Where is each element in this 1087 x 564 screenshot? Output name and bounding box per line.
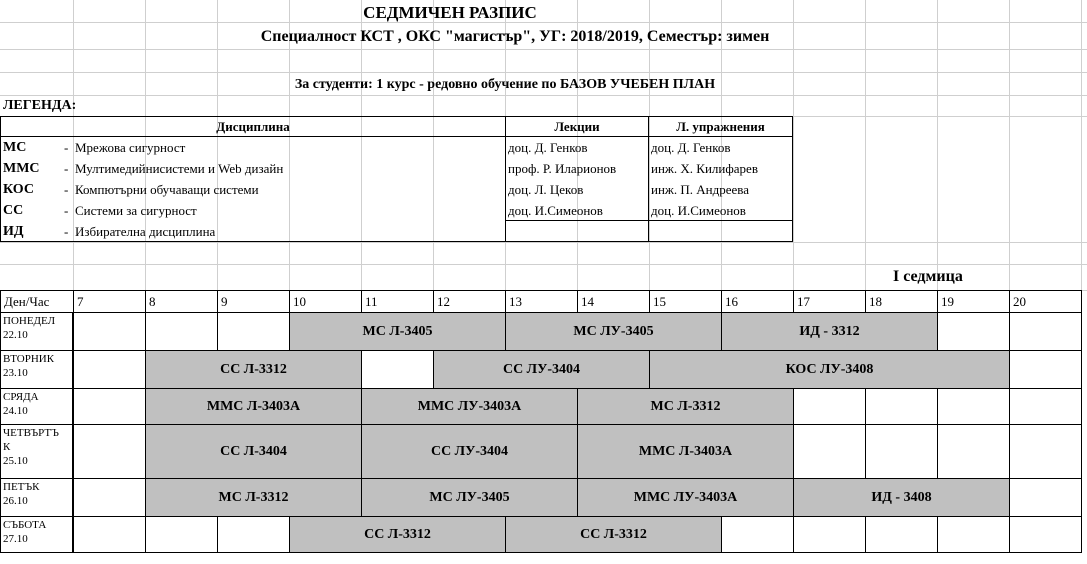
empty-slot bbox=[865, 516, 938, 553]
grid-hline bbox=[0, 72, 1087, 73]
class-block[interactable] bbox=[721, 312, 938, 351]
empty-slot bbox=[73, 424, 146, 479]
class-block[interactable] bbox=[577, 424, 794, 479]
grid-hline bbox=[0, 242, 1087, 243]
class-label: МС ЛУ-3405 bbox=[429, 489, 510, 505]
class-label: СС Л-3312 bbox=[580, 526, 647, 542]
legend-row bbox=[0, 200, 793, 221]
day-name: ПЕТЪК bbox=[3, 481, 40, 493]
hour-header: 10 bbox=[289, 290, 362, 313]
legend-lecturer: доц. Л. Цеков bbox=[508, 182, 584, 197]
legend-dash: - bbox=[64, 161, 69, 176]
empty-slot bbox=[937, 424, 1010, 479]
hour-header: 16 bbox=[721, 290, 794, 313]
class-label: СС ЛУ-3404 bbox=[430, 443, 509, 459]
empty-slot bbox=[937, 312, 1010, 351]
day-date: 23.10 bbox=[3, 367, 28, 379]
legend-assistant: инж. П. Андреева bbox=[651, 182, 750, 197]
empty-slot bbox=[145, 312, 218, 351]
class-label: МС Л-3312 bbox=[218, 489, 289, 505]
empty-slot bbox=[1009, 312, 1082, 351]
legend-discipline-name: Системи за сигурност bbox=[75, 203, 197, 218]
class-label: СС ЛУ-3404 bbox=[502, 361, 581, 377]
legend-discipline-name: Мултимедийнисистеми и Web дизайн bbox=[75, 161, 284, 176]
class-label: ММС ЛУ-3403А bbox=[417, 398, 522, 414]
class-block[interactable] bbox=[505, 516, 722, 553]
legend-lecturer: проф. Р. Иларионов bbox=[508, 161, 617, 176]
day-name: СЪБОТА bbox=[3, 519, 47, 531]
empty-slot bbox=[1009, 478, 1082, 517]
class-block[interactable] bbox=[145, 388, 362, 425]
empty-slot bbox=[1009, 516, 1082, 553]
empty-slot bbox=[73, 388, 146, 425]
class-label: ИД - 3408 bbox=[871, 489, 932, 505]
grid-vline bbox=[1081, 0, 1082, 290]
class-block[interactable] bbox=[361, 478, 578, 517]
legend-discipline-name: Компютърни обучаващи системи bbox=[75, 182, 259, 197]
class-block[interactable] bbox=[145, 350, 362, 389]
legend-dash: - bbox=[64, 140, 69, 155]
day-name: К bbox=[3, 441, 11, 453]
legend-dash: - bbox=[64, 182, 69, 197]
day-date: 25.10 bbox=[3, 455, 28, 467]
empty-slot bbox=[793, 424, 866, 479]
class-label: СС Л-3404 bbox=[220, 443, 287, 459]
day-date: 22.10 bbox=[3, 329, 28, 341]
legend-heading: ЛЕГЕНДА: bbox=[3, 98, 77, 113]
class-label: ММС ЛУ-3403А bbox=[633, 489, 738, 505]
empty-slot bbox=[217, 516, 290, 553]
day-label bbox=[0, 388, 73, 425]
class-block[interactable] bbox=[577, 478, 794, 517]
empty-slot bbox=[145, 516, 218, 553]
students-line: За студенти: 1 курс - редовно обучение по БАЗОВ УЧЕБЕН ПЛАН bbox=[294, 77, 716, 92]
empty-slot bbox=[793, 516, 866, 553]
legend-col-lectures: Лекции bbox=[554, 119, 600, 134]
legend-lecturer: доц. Д. Генков bbox=[508, 140, 588, 155]
empty-slot bbox=[865, 388, 938, 425]
legend-discipline-name: Избирателна дисциплина bbox=[75, 224, 216, 239]
empty-slot bbox=[361, 350, 434, 389]
legend-abbr: МС bbox=[3, 140, 27, 155]
hour-header: 8 bbox=[145, 290, 218, 313]
legend-abbr: ИД bbox=[3, 224, 24, 239]
empty-slot bbox=[73, 312, 146, 351]
legend-dash: - bbox=[64, 224, 69, 239]
hour-header: 15 bbox=[649, 290, 722, 313]
empty-slot bbox=[1009, 350, 1082, 389]
legend-discipline-name: Мрежова сигурност bbox=[75, 140, 186, 155]
class-block[interactable] bbox=[289, 312, 506, 351]
empty-slot bbox=[721, 516, 794, 553]
legend-row bbox=[0, 137, 793, 158]
class-block[interactable] bbox=[145, 424, 362, 479]
class-label: СС Л-3312 bbox=[364, 526, 431, 542]
schedule-corner-label: Ден/Час bbox=[0, 290, 74, 313]
week-label: I седмица bbox=[893, 268, 963, 285]
empty-slot bbox=[73, 350, 146, 389]
hour-header: 9 bbox=[217, 290, 290, 313]
day-label bbox=[0, 478, 73, 517]
day-date: 27.10 bbox=[3, 533, 28, 545]
hour-header: 14 bbox=[577, 290, 650, 313]
day-label bbox=[0, 312, 73, 351]
class-label: МС Л-3405 bbox=[362, 323, 433, 339]
day-name: ЧЕТВЪРТЪ bbox=[3, 427, 59, 439]
hour-header: 12 bbox=[433, 290, 506, 313]
grid-hline bbox=[0, 95, 1087, 96]
class-block[interactable] bbox=[361, 388, 578, 425]
grid-hline bbox=[0, 264, 1087, 265]
class-label: ММС Л-3403А bbox=[206, 398, 301, 414]
hour-header: 20 bbox=[1009, 290, 1082, 313]
page-title: СЕДМИЧЕН РАЗПИС bbox=[363, 3, 537, 22]
hour-header: 11 bbox=[361, 290, 434, 313]
class-block[interactable] bbox=[505, 312, 722, 351]
day-name: СРЯДА bbox=[3, 391, 39, 403]
empty-slot bbox=[793, 388, 866, 425]
day-date: 26.10 bbox=[3, 495, 28, 507]
day-date: 24.10 bbox=[3, 405, 28, 417]
legend-assistant bbox=[651, 221, 791, 242]
legend-assistant: инж. Х. Килифарев bbox=[651, 161, 758, 176]
class-label: КОС ЛУ-3408 bbox=[785, 361, 874, 377]
class-label: МС Л-3312 bbox=[650, 398, 721, 414]
hour-header: 18 bbox=[865, 290, 938, 313]
legend-lecturer: доц. И.Симеонов bbox=[508, 203, 603, 218]
class-block[interactable] bbox=[361, 424, 578, 479]
empty-slot bbox=[73, 478, 146, 517]
day-label bbox=[0, 424, 73, 479]
class-block[interactable] bbox=[145, 478, 362, 517]
class-block[interactable] bbox=[577, 388, 794, 425]
empty-slot bbox=[937, 516, 1010, 553]
legend-col-discipline: Дисциплина bbox=[216, 119, 290, 134]
day-label bbox=[0, 516, 73, 553]
class-block[interactable] bbox=[289, 516, 506, 553]
class-label: ММС Л-3403А bbox=[638, 443, 733, 459]
empty-slot bbox=[937, 388, 1010, 425]
legend-row bbox=[0, 158, 793, 179]
class-block[interactable] bbox=[793, 478, 1010, 517]
empty-slot bbox=[73, 516, 146, 553]
legend-table bbox=[0, 116, 793, 242]
day-name: ПОНЕДЕЛ bbox=[3, 315, 56, 327]
empty-slot bbox=[1009, 424, 1082, 479]
legend-assistant: доц. Д. Генков bbox=[651, 140, 731, 155]
schedule-table bbox=[0, 290, 1081, 552]
class-block[interactable] bbox=[649, 350, 1010, 389]
legend-abbr: КОС bbox=[3, 182, 34, 197]
legend-row bbox=[0, 221, 793, 242]
legend-row bbox=[0, 179, 793, 200]
legend-assistant: доц. И.Симеонов bbox=[651, 203, 746, 218]
class-label: ИД - 3312 bbox=[799, 323, 860, 339]
grid-hline bbox=[0, 22, 1087, 23]
empty-slot bbox=[217, 312, 290, 351]
hour-header: 13 bbox=[505, 290, 578, 313]
legend-dash: - bbox=[64, 203, 69, 218]
legend-abbr: СС bbox=[3, 203, 24, 218]
day-name: ВТОРНИК bbox=[3, 353, 55, 365]
class-block[interactable] bbox=[433, 350, 650, 389]
legend-lecturer bbox=[508, 221, 648, 242]
hour-header: 19 bbox=[937, 290, 1010, 313]
hour-header: 17 bbox=[793, 290, 866, 313]
empty-slot bbox=[1009, 388, 1082, 425]
legend-abbr: ММС bbox=[3, 161, 40, 176]
empty-slot bbox=[865, 424, 938, 479]
legend-col-exercises: Л. упражнения bbox=[676, 119, 765, 134]
hour-header: 7 bbox=[73, 290, 146, 313]
class-label: МС ЛУ-3405 bbox=[573, 323, 654, 339]
grid-hline bbox=[0, 49, 1087, 50]
class-label: СС Л-3312 bbox=[220, 361, 287, 377]
day-label bbox=[0, 350, 73, 389]
page-subtitle: Специалност КСТ , ОКС "магистър", УГ: 2018/2019, Семестър: зимен bbox=[260, 28, 770, 45]
